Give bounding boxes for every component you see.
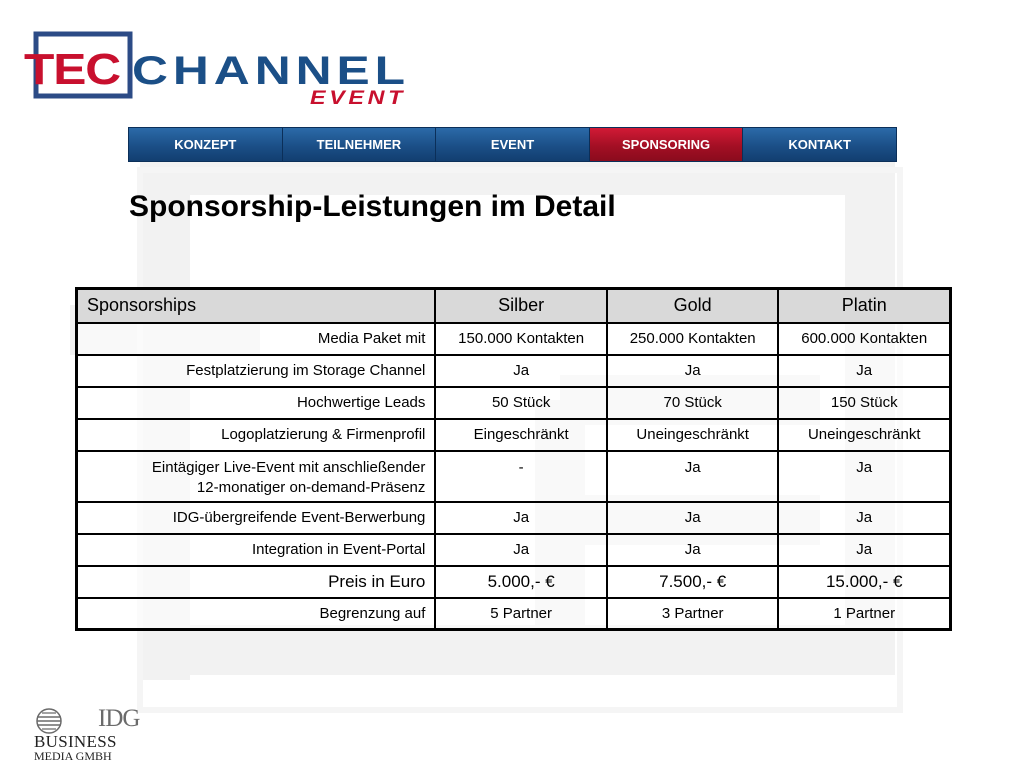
logo-text-tec: TEC	[24, 45, 121, 94]
gold-cell: 250.000 Kontakten	[607, 323, 779, 355]
table-row	[77, 355, 951, 387]
gold-cell: Ja	[607, 355, 779, 387]
feature-cell: Preis in Euro	[77, 566, 436, 598]
globe-icon	[32, 708, 66, 734]
idg-brand-text: IDG	[98, 705, 140, 732]
idg-business-media-logo	[32, 706, 142, 764]
silber-cell: Ja	[435, 355, 607, 387]
platin-cell: 150 Stück	[778, 387, 950, 419]
tab-kontakt[interactable]: KONTAKT	[743, 128, 896, 161]
media-gmbh-text: MEDIA GMBH	[34, 749, 112, 763]
main-navigation	[128, 127, 897, 162]
feature-cell: Media Paket mit	[77, 323, 436, 355]
gold-cell: 3 Partner	[607, 598, 779, 630]
logo-text-event: EVENT	[310, 88, 406, 109]
tab-event[interactable]: EVENT	[436, 128, 590, 161]
tab-teilnehmer[interactable]: TEILNEHMER	[283, 128, 437, 161]
platin-cell: Ja	[778, 534, 950, 566]
silber-cell: Ja	[435, 534, 607, 566]
feature-cell: Festplatzierung im Storage Channel	[77, 355, 436, 387]
table-row	[77, 534, 951, 566]
business-text: BUSINESS	[34, 732, 117, 751]
gold-cell: Ja	[607, 502, 779, 534]
column-header-silber: Silber	[435, 289, 607, 323]
table-row	[77, 323, 951, 355]
feature-cell: Hochwertige Leads	[77, 387, 436, 419]
silber-cell: Eingeschränkt	[435, 419, 607, 451]
tab-konzept[interactable]: KONZEPT	[129, 128, 283, 161]
silber-price-cell: 5.000,- €	[435, 566, 607, 598]
table-row	[77, 598, 951, 630]
column-header-sponsorships: Sponsorships	[77, 289, 436, 323]
silber-cell: 50 Stück	[435, 387, 607, 419]
feature-cell: Begrenzung auf	[77, 598, 436, 630]
tab-sponsoring[interactable]: SPONSORING	[590, 128, 744, 161]
feature-line: 12-monatiger on-demand-Präsenz	[196, 478, 426, 496]
gold-price-cell: 7.500,- €	[607, 566, 779, 598]
feature-cell: Integration in Event-Portal	[77, 534, 436, 566]
feature-cell: IDG-übergreifende Event-Berwerbung	[77, 502, 436, 534]
column-header-platin: Platin	[778, 289, 950, 323]
platin-cell: Ja	[778, 355, 950, 387]
table-row	[77, 387, 951, 419]
logo-text-channel: CHANNEL	[132, 49, 410, 93]
platin-cell: 600.000 Kontakten	[778, 323, 950, 355]
feature-cell	[77, 451, 436, 502]
platin-price-cell: 15.000,- €	[778, 566, 950, 598]
platin-cell: Ja	[778, 502, 950, 534]
platin-cell: 1 Partner	[778, 598, 950, 630]
table-header-row	[77, 289, 951, 323]
silber-cell: 150.000 Kontakten	[435, 323, 607, 355]
table-row-price	[77, 566, 951, 598]
feature-cell: Logoplatzierung & Firmenprofil	[77, 419, 436, 451]
table-row	[77, 502, 951, 534]
gold-cell: Uneingeschränkt	[607, 419, 779, 451]
page-title: Sponsorship-Leistungen im Detail	[129, 190, 616, 223]
silber-cell: -	[435, 451, 607, 502]
silber-cell: Ja	[435, 502, 607, 534]
gold-cell: Ja	[607, 451, 779, 502]
platin-cell: Uneingeschränkt	[778, 419, 950, 451]
column-header-gold: Gold	[607, 289, 779, 323]
gold-cell: 70 Stück	[607, 387, 779, 419]
tecchannel-event-logo	[24, 30, 424, 110]
table-row	[77, 419, 951, 451]
platin-cell: Ja	[778, 451, 950, 502]
feature-line: Eintägiger Live-Event mit anschließender	[151, 458, 426, 476]
table-row	[77, 451, 951, 502]
gold-cell: Ja	[607, 534, 779, 566]
silber-cell: 5 Partner	[435, 598, 607, 630]
sponsorship-table	[75, 287, 952, 631]
